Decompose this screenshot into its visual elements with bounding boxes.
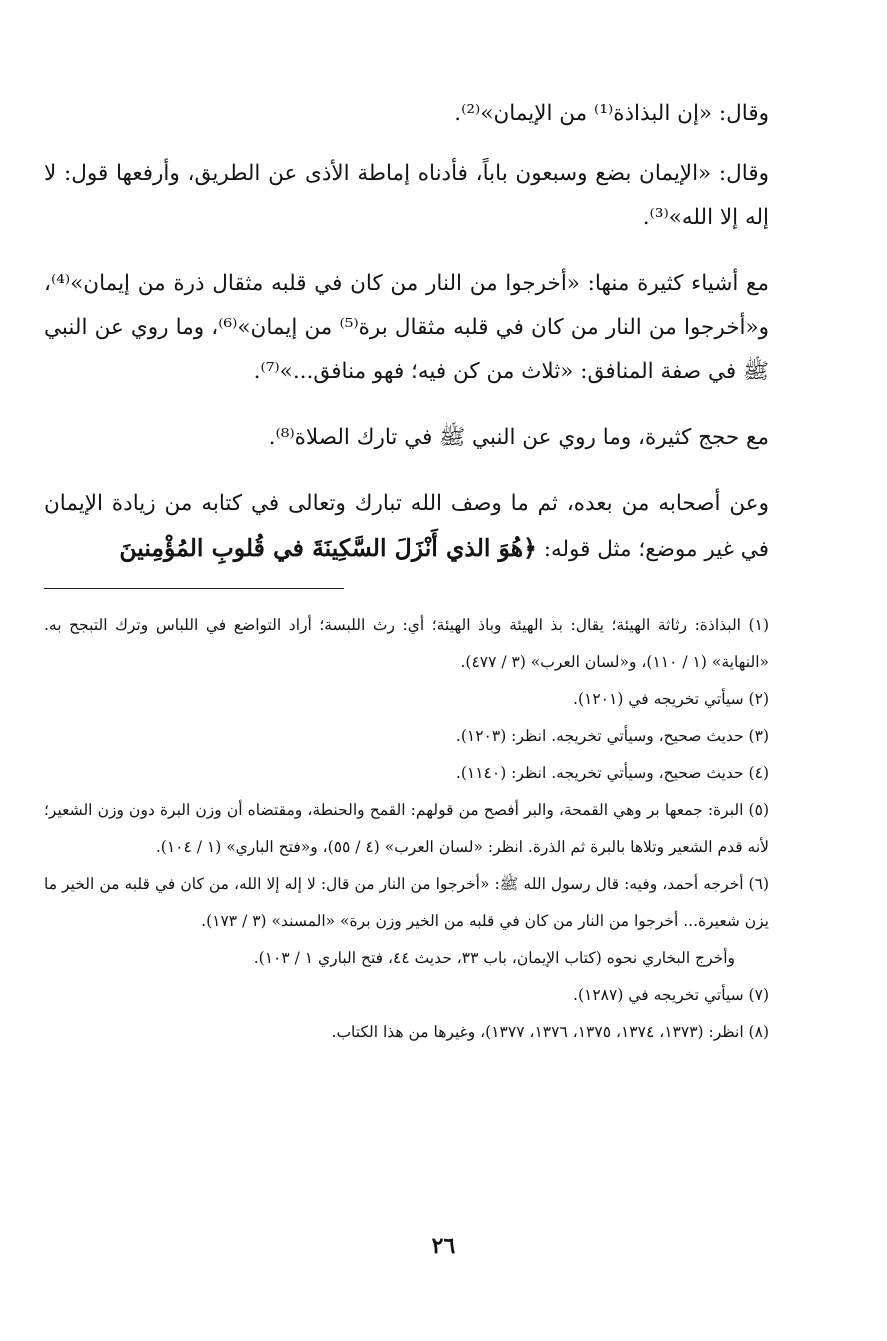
footnote-6: (٦) أخرجه أحمد، وفيه: قال رسول الله ﷺ: «أخرجوا من النار من قال: لا إله إلا الله، من كان في قلبه من الخير ما يزن شعيرة... أخرجوا من النار من كان في قلبه من الخير وزن برة» «المسند» (٣ / ١٧٣). xyxy=(44,875,769,930)
body-paragraph-1: وقال: «إن البذاذة⁽¹⁾ من الإيمان»⁽²⁾. xyxy=(454,101,769,126)
body-paragraph-2: وقال: «الإيمان بضع وسبعون باباً، فأدناه إماطة الأذى عن الطريق، وأرفعها قول: لا إله إلا الله»⁽³⁾. xyxy=(44,161,769,230)
footnote-1: (١) البذاذة: رثاثة الهيئة؛ يقال: بذ الهيئة وباذ الهيئة؛ أي: رث اللبسة؛ أراد التواضع في اللباس وترك التبجح به. «النهاية» (١ / ١١٠)، و«لسان العرب» (٣ / ٤٧٧). xyxy=(44,616,769,671)
footnote-6-continuation: وأخرج البخاري نحوه (كتاب الإيمان، باب ٣٣، حديث ٤٤، فتح الباري ١ / ١٠٣). xyxy=(253,949,735,967)
quran-verse: ﴿هُوَ الذي أَنْزَلَ السَّكِينَةَ في قُلوبِ المُؤْمِنينَ xyxy=(119,534,537,562)
footnote-2: (٢) سيأتي تخريجه في (١٢٠١). xyxy=(573,690,769,708)
page-content xyxy=(44,92,769,1341)
body-paragraph-3: مع أشياء كثيرة منها: «أخرجوا من النار من كان في قلبه مثقال ذرة من إيمان»⁽⁴⁾، و«أخرجوا من النار من كان في قلبه مثقال برة⁽⁵⁾ من إيمان»⁽⁶⁾، وما روي عن النبي ﷺ في صفة المنافق: «ثلاث من كن فيه؛ فهو منافق...»⁽⁷⁾. xyxy=(44,271,769,384)
footnote-7: (٧) سيأتي تخريجه في (١٢٨٧). xyxy=(573,986,769,1004)
footnote-4: (٤) حديث صحيح، وسيأتي تخريجه. انظر: (١١٤٠). xyxy=(455,764,769,782)
footnote-3: (٣) حديث صحيح، وسيأتي تخريجه. انظر: (١٢٠٣). xyxy=(455,727,769,745)
footnote-8: (٨) انظر: (١٣٧٣، ١٣٧٤، ١٣٧٥، ١٣٧٦، ١٣٧٧)، وغيرها من هذا الكتاب. xyxy=(331,1023,769,1041)
footnote-5: (٥) البرة: جمعها بر وهي القمحة، والبر أفصح من قولهم: القمح والحنطة، ومقتضاه أن وزن البرة دون وزن الشعير؛ لأنه قدم الشعير وتلاها بالبرة ثم الذرة. انظر: «لسان العرب» (٤ / ٥٥)، و«فتح الباري» (١ / ١٠٤). xyxy=(44,801,769,856)
body-paragraph-4: مع حجج كثيرة، وما روي عن النبي ﷺ في تارك الصلاة⁽⁸⁾. xyxy=(268,425,769,450)
body-paragraph-5-text: وعن أصحابه من بعده، ثم ما وصف الله تبارك وتعالى في كتابه من زيادة الإيمان في غير موضع؛ مثل قوله: xyxy=(44,491,769,562)
body-paragraph-5 xyxy=(44,482,769,572)
footnotes xyxy=(44,607,769,1051)
footnote-separator xyxy=(44,588,344,589)
page-number: ٢٦ xyxy=(431,1233,456,1259)
